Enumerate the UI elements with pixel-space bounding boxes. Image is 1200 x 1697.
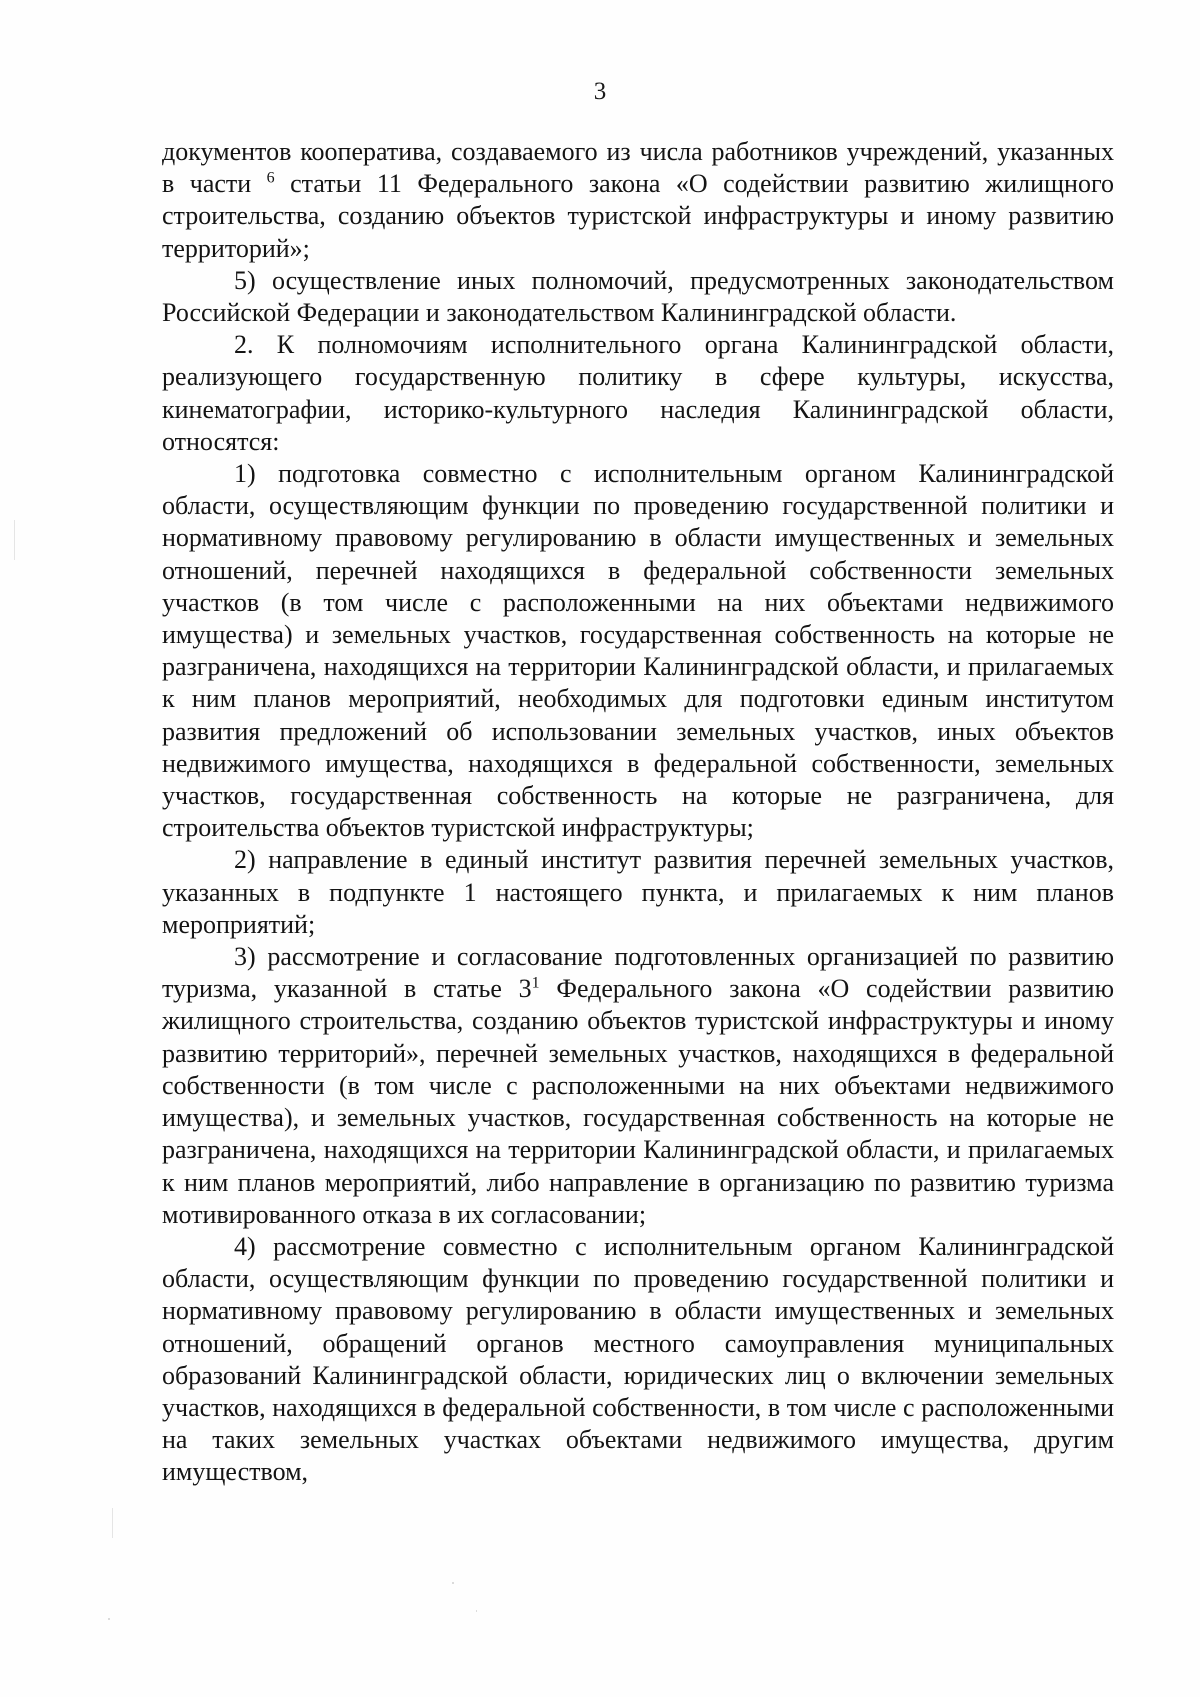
paragraph-item-3 xyxy=(162,941,1114,1231)
scan-speck xyxy=(108,1618,110,1620)
paragraph-item-1: 1) подготовка совместно с исполнительным органом Калининградской области, осуществляющим функции по проведению государственной политики и нормативному правовому регулированию в области имущественных и земельных отношений, перечней находящихся в федеральной собственности земельных участков (в том числе с расположенными на них объектами недвижимого имущества) и земельных участков, государственная собственность на которые не разграничена, находящихся на территории Калининградской области, и прилагаемых к ним планов мероприятий, необходимых для подготовки единым институтом развития предложений об использовании земельных участков, иных объектов недвижимого имущества, находящихся в федеральной собственности, земельных участков, государственная собственность на которые не разграничена, для строительства объектов туристской инфраструктуры; xyxy=(162,459,1114,843)
paragraph-section-2: 2. К полномочиям исполнительного органа Калининградской области, реализующего государственную политику в сфере культуры, искусства, кинематографии, историко-культурного наследия Калининградской области, относятся: xyxy=(162,330,1114,456)
document-body xyxy=(162,136,1114,1489)
paragraph-item-3-text-a: 3) рассмотрение и согласование подготовленных организацией по развитию туризма, указанной в статье 3 xyxy=(162,942,1114,1004)
page-number: 3 xyxy=(593,78,607,105)
paragraph-item-4: 4) рассмотрение совместно с исполнительным органом Калининградской области, осуществляющим функции по проведению государственной политики и нормативному правовому регулированию в области имущественных и земельных отношений, обращений органов местного самоуправления муниципальных образований Калининградской области, юридических лиц о включении земельных участков, находящихся в федеральной собственности, в том числе с расположенными на таких земельных участках объектами недвижимого имущества, другим имуществом, xyxy=(162,1231,1114,1487)
paragraph-item-2: 2) направление в единый институт развития перечней земельных участков, указанных в подпункте 1 настоящего пункта, и прилагаемых к ним планов мероприятий; xyxy=(162,845,1114,939)
scan-edge-mark xyxy=(14,520,15,560)
paragraph-item-3-text-b: Федерального закона «О содействии развитию жилищного строительства, созданию объектов туристской инфраструктуры и иному развитию территорий», перечней земельных участков, находящихся в федеральной собственности (в том числе с расположенными на них объектами недвижимого имущества), и земельных участков, государственная собственность на которые не разграничена, находящихся на территории Калининградской области, и прилагаемых к ним планов мероприятий, либо направление в организацию по развитию туризма мотивированного отказа в их согласовании; xyxy=(162,974,1114,1229)
scan-speck xyxy=(452,1582,454,1584)
paragraph-1-text-a: документов кооператива, создаваемого из числа работников учреждений, указанных в части xyxy=(162,137,1114,199)
paragraph-item-5: 5) осуществление иных полномочий, предусмотренных законодательством Российской Федерации и законодательством Калининградской области. xyxy=(162,265,1114,328)
scan-speck xyxy=(476,1610,477,1612)
superscript-1: 1 xyxy=(531,974,540,992)
paragraph-1-text-b: статьи 11 Федерального закона «О содействии развитию жилищного строительства, созданию объектов туристской инфраструктуры и иному развитию территорий»; xyxy=(162,169,1114,263)
superscript-6: 6 xyxy=(266,169,275,187)
paragraph-1 xyxy=(162,136,1114,265)
scan-edge-mark xyxy=(112,1508,113,1538)
